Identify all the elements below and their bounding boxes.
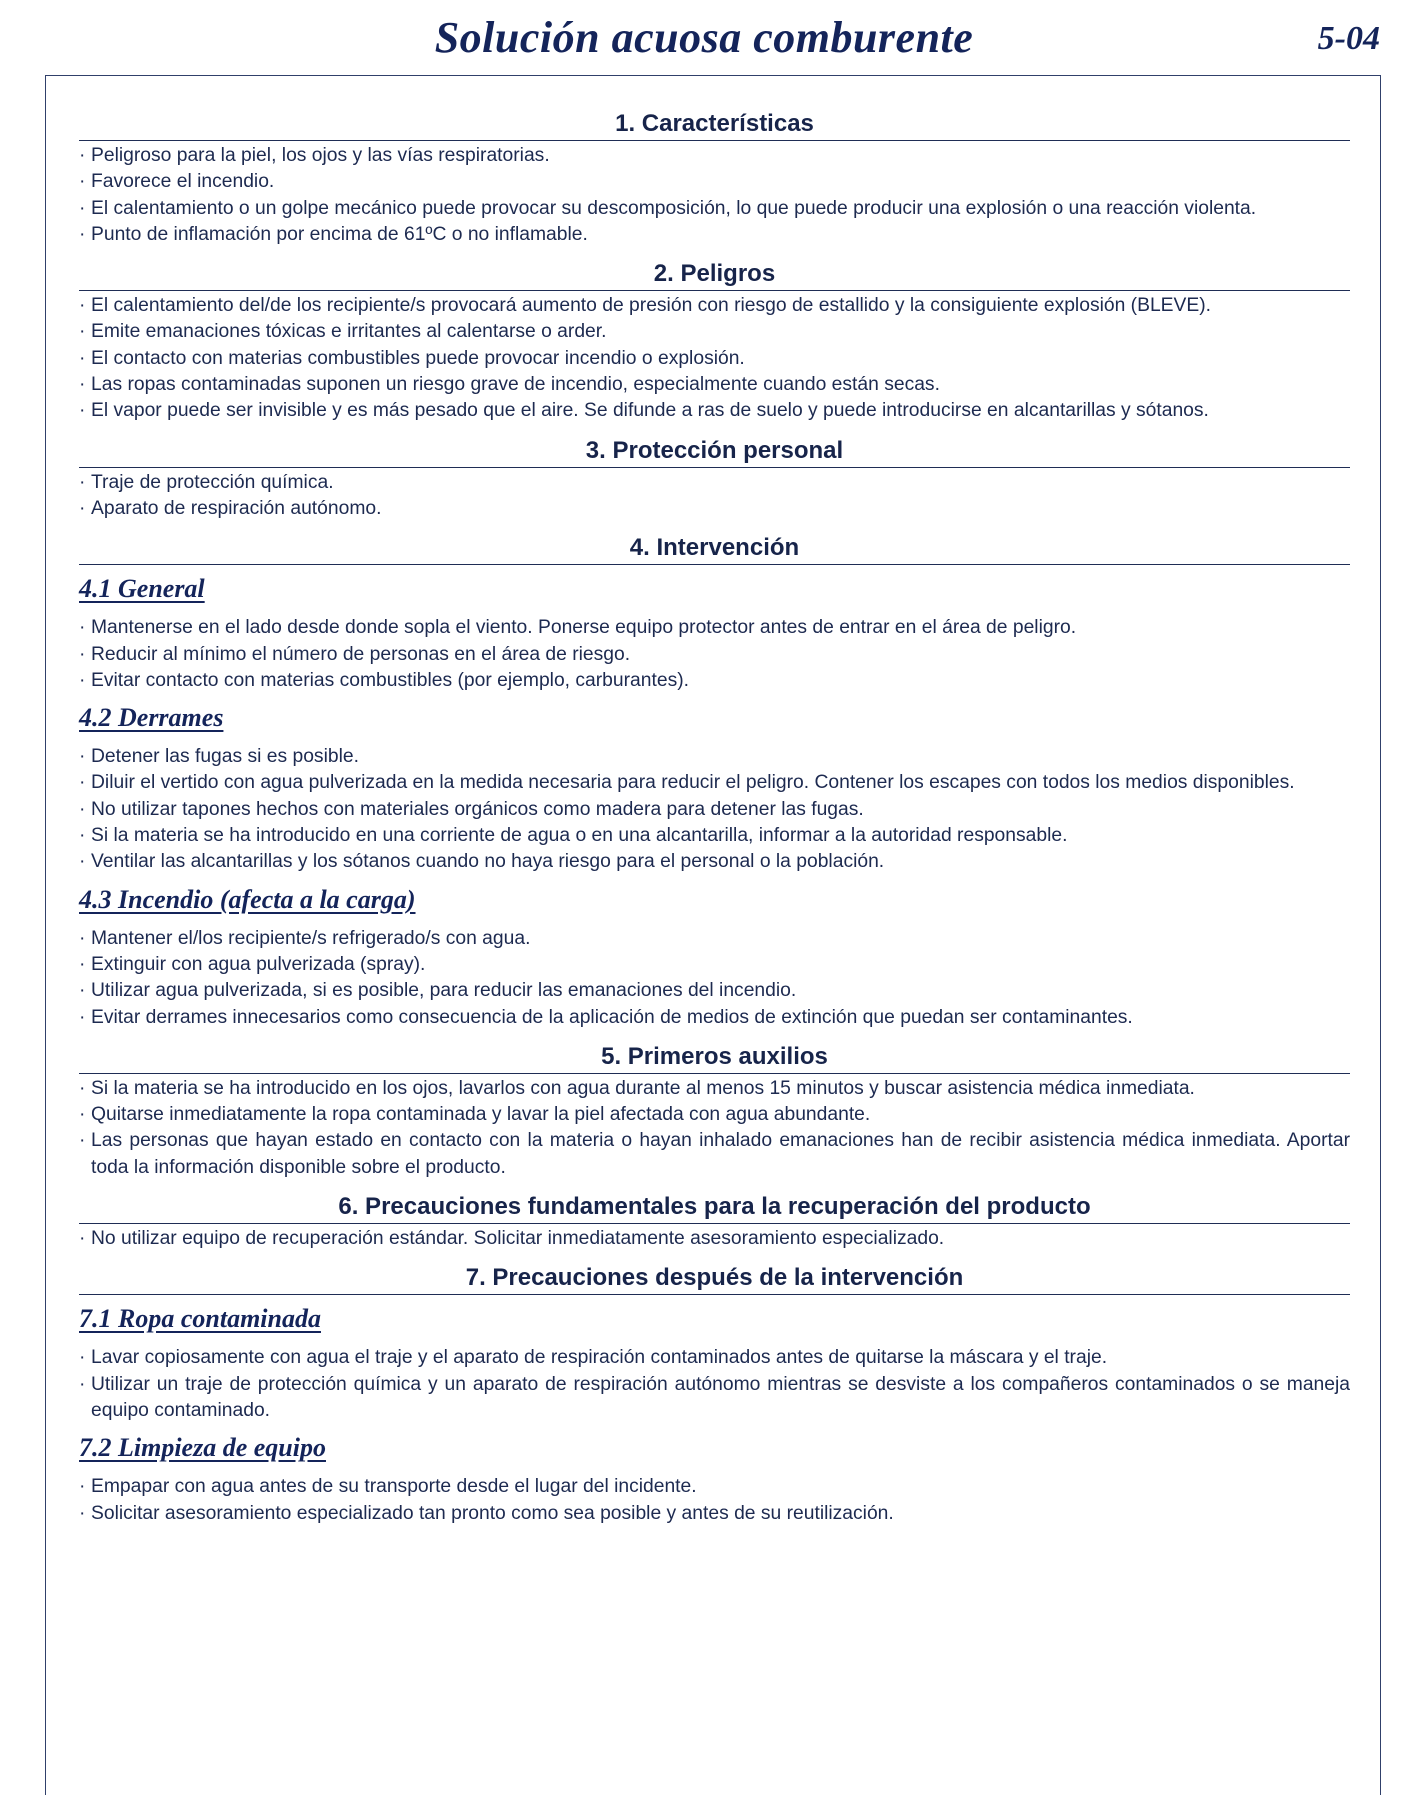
subsection-title-general: 4.1 General xyxy=(79,574,205,604)
subsection-title-ropa-contaminada: 7.1 Ropa contaminada xyxy=(79,1304,321,1334)
list-item: · Quitarse inmediatamente la ropa contaminada y lavar la piel afectada con agua abundante. xyxy=(79,1102,1350,1128)
list-item: · Lavar copiosamente con agua el traje y el aparato de respiración contaminados antes de quitarse la máscara y el traje. xyxy=(79,1345,1350,1371)
list-item: · Punto de inflamación por encima de 61ºC o no inflamable. xyxy=(79,222,1350,248)
peligros-list xyxy=(79,293,1350,424)
section-title-precauciones-recuperacion: 6. Precauciones fundamentales para la recuperación del producto xyxy=(79,1193,1350,1224)
list-item: · Si la materia se ha introducido en los ojos, lavarlos con agua durante al menos 15 minutos y buscar asistencia médica inmediata. xyxy=(79,1076,1350,1102)
caracteristicas-list xyxy=(79,143,1350,248)
list-item: · El calentamiento del/de los recipiente/s provocará aumento de presión con riesgo de estallido y la consiguiente explosión (BLEVE). xyxy=(79,293,1350,319)
list-item: · Si la materia se ha introducido en una corriente de agua o en una alcantarilla, informar a la autoridad responsable. xyxy=(79,823,1350,849)
list-item: · Mantener el/los recipiente/s refrigerado/s con agua. xyxy=(79,926,1350,952)
incendio-list xyxy=(79,926,1350,1031)
proteccion-list xyxy=(79,470,1350,523)
list-item: · Ventilar las alcantarillas y los sótanos cuando no haya riesgo para el personal o la población. xyxy=(79,849,1350,875)
ropa-contaminada-list xyxy=(79,1345,1350,1424)
list-item: · Diluir el vertido con agua pulverizada en la medida necesaria para reducir el peligro. Contener los escapes con todos los medios disponibles. xyxy=(79,770,1350,796)
page-code: 5-04 xyxy=(1317,20,1380,57)
list-item: · Utilizar agua pulverizada, si es posible, para reducir las emanaciones del incendio. xyxy=(79,978,1350,1004)
subsection-title-incendio: 4.3 Incendio (afecta a la carga) xyxy=(79,884,416,914)
list-item: · El contacto con materias combustibles puede provocar incendio o explosión. xyxy=(79,346,1350,372)
section-title-proteccion-personal: 3. Protección personal xyxy=(79,437,1350,468)
list-item: · Las personas que hayan estado en contacto con la materia o hayan inhalado emanaciones han de recibir asistencia médica inmediata. Aportar toda la información disponible sobre el producto. xyxy=(79,1128,1350,1181)
limpieza-equipo-list xyxy=(79,1474,1350,1527)
list-item: · No utilizar tapones hechos con materiales orgánicos como madera para detener las fugas. xyxy=(79,797,1350,823)
list-item: · El calentamiento o un golpe mecánico puede provocar su descomposición, lo que puede producir una explosión o una reacción violenta. xyxy=(79,196,1350,222)
general-list xyxy=(79,615,1350,694)
document-body xyxy=(79,108,1350,1527)
section-title-precauciones-despues: 7. Precauciones después de la intervención xyxy=(79,1264,1350,1295)
section-title-primeros-auxilios: 5. Primeros auxilios xyxy=(79,1043,1350,1074)
list-item: · Emite emanaciones tóxicas e irritantes al calentarse o arder. xyxy=(79,319,1350,345)
list-item: · Evitar derrames innecesarios como consecuencia de la aplicación de medios de extinción que puedan ser contaminantes. xyxy=(79,1005,1350,1031)
list-item: · Las ropas contaminadas suponen un riesgo grave de incendio, especialmente cuando están secas. xyxy=(79,372,1350,398)
list-item: · Detener las fugas si es posible. xyxy=(79,744,1350,770)
list-item: · Evitar contacto con materias combustibles (por ejemplo, carburantes). xyxy=(79,668,1350,694)
list-item: · Traje de protección química. xyxy=(79,470,1350,496)
list-item: · El vapor puede ser invisible y es más pesado que el aire. Se difunde a ras de suelo y puede introducirse en alcantarillas y sótanos. xyxy=(79,398,1350,424)
page-title: Solución acuosa comburente xyxy=(434,13,974,62)
list-item: · Favorece el incendio. xyxy=(79,169,1350,195)
list-item: · Aparato de respiración autónomo. xyxy=(79,496,1350,522)
section-title-intervencion: 4. Intervención xyxy=(79,534,1350,565)
list-item: · Peligroso para la piel, los ojos y las vías respiratorias. xyxy=(79,143,1350,169)
section-title-caracteristicas: 1. Características xyxy=(79,110,1350,141)
subsection-title-limpieza-equipo: 7.2 Limpieza de equipo xyxy=(79,1433,326,1463)
list-item: · No utilizar equipo de recuperación estándar. Solicitar inmediatamente asesoramiento especializado. xyxy=(79,1226,1350,1252)
subsection-title-derrames: 4.2 Derrames xyxy=(79,703,224,733)
list-item: · Mantenerse en el lado desde donde sopla el viento. Ponerse equipo protector antes de entrar en el área de peligro. xyxy=(79,615,1350,641)
list-item: · Empapar con agua antes de su transporte desde el lugar del incidente. xyxy=(79,1474,1350,1500)
recuperacion-list xyxy=(79,1226,1350,1252)
list-item: · Solicitar asesoramiento especializado tan pronto como sea posible y antes de su reutilización. xyxy=(79,1501,1350,1527)
list-item: · Utilizar un traje de protección química y un aparato de respiración autónomo mientras se desviste a los compañeros contaminados o se maneja equipo contaminado. xyxy=(79,1372,1350,1425)
derrames-list xyxy=(79,744,1350,875)
section-title-peligros: 2. Peligros xyxy=(79,260,1350,291)
primeros-auxilios-list xyxy=(79,1076,1350,1181)
list-item: · Reducir al mínimo el número de personas en el área de riesgo. xyxy=(79,642,1350,668)
list-item: · Extinguir con agua pulverizada (spray). xyxy=(79,952,1350,978)
